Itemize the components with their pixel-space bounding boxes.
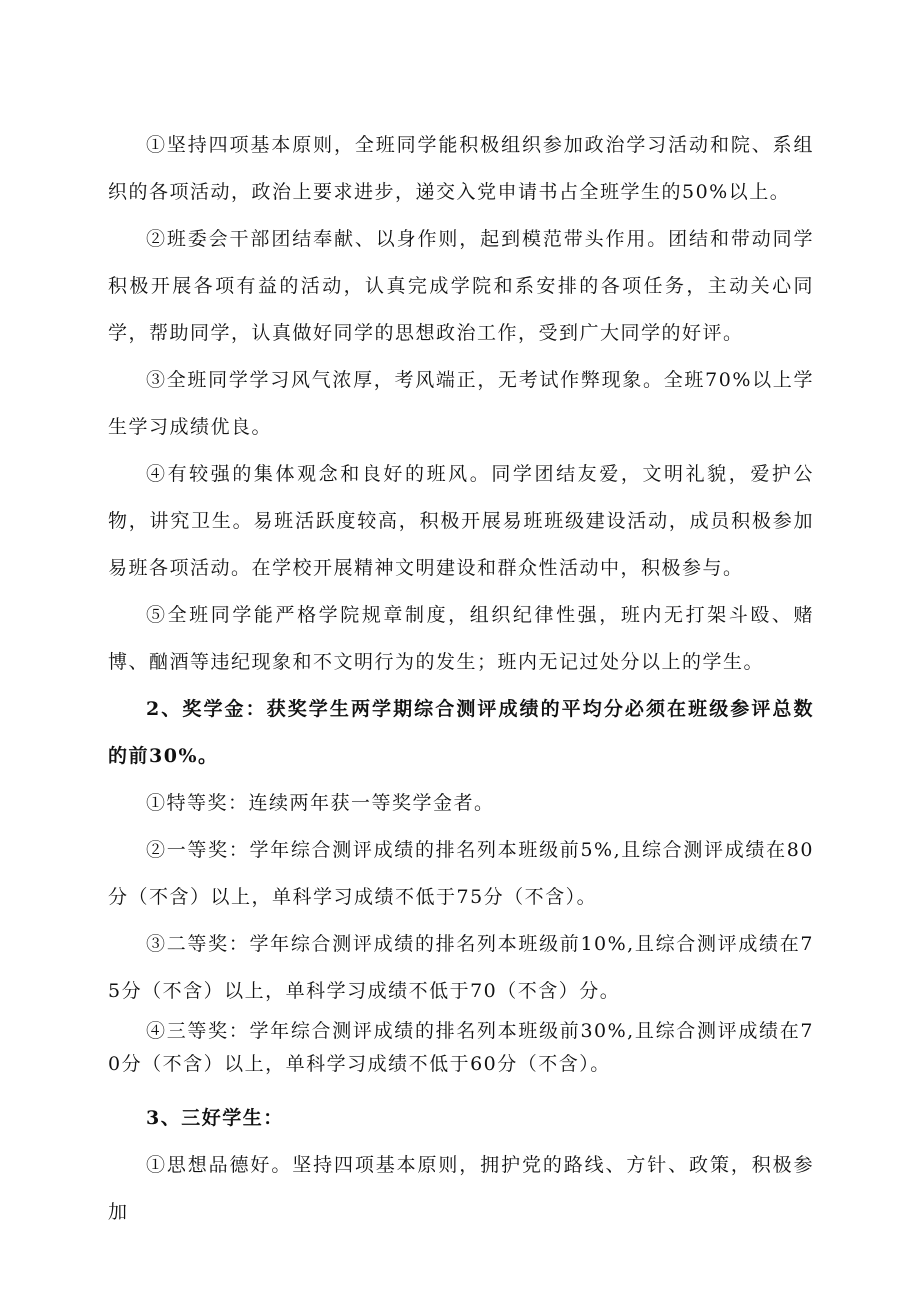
paragraph-discipline: ⑤全班同学能严格学院规章制度，组织纪律性强，班内无打架斗殴、赌博、酗酒等违纪现象和不文明行为的发生；班内无记过处分以上的学生。 [108, 604, 814, 673]
paragraph-second-prize: ③二等奖：学年综合测评成绩的排名列本班级前10%,且综合测评成绩在75分（不含）以上，单科学习成绩不低于70（不含）分。 [108, 933, 814, 1002]
section-heading-merit-student: 3、三好学生： [146, 1107, 284, 1129]
paragraph-first-prize: ②一等奖：学年综合测评成绩的排名列本班级前5%,且综合测评成绩在80分（不含）以上，单科学习成绩不低于75分（不含）。 [108, 839, 814, 908]
paragraph-moral-character: ①思想品德好。坚持四项基本原则，拥护党的路线、方针、政策，积极参加 [108, 1154, 814, 1223]
paragraph-special-prize: ①特等奖：连续两年获一等奖学金者。 [146, 792, 495, 814]
paragraph-third-prize: ④三等奖：学年综合测评成绩的排名列本班级前30%,且综合测评成绩在70分（不含）以上，单科学习成绩不低于60分（不含）。 [108, 1020, 814, 1075]
paragraph-study-atmosphere: ③全班同学学习风气浓厚，考风端正，无考试作弊现象。全班70%以上学生学习成绩优良。 [108, 369, 814, 438]
document-body [108, 122, 814, 1236]
paragraph-principles: ①坚持四项基本原则，全班同学能积极组织参加政治学习活动和院、系组织的各项活动，政治上要求进步，递交入党申请书占全班学生的50%以上。 [108, 134, 814, 203]
paragraph-class-committee: ②班委会干部团结奉献、以身作则，起到模范带头作用。团结和带动同学积极开展各项有益的活动，认真完成学院和系安排的各项任务，主动关心同学，帮助同学，认真做好同学的思想政治工作，受到广大同学的好评。 [108, 228, 814, 344]
paragraph-collective-spirit: ④有较强的集体观念和良好的班风。同学团结友爱，文明礼貌，爱护公物，讲究卫生。易班活跃度较高，积极开展易班班级建设活动，成员积极参加易班各项活动。在学校开展精神文明建设和群众性活动中，积极参与。 [108, 463, 814, 579]
section-heading-scholarship: 2、奖学金：获奖学生两学期综合测评成绩的平均分必须在班级参评总数的前30%。 [108, 698, 814, 767]
